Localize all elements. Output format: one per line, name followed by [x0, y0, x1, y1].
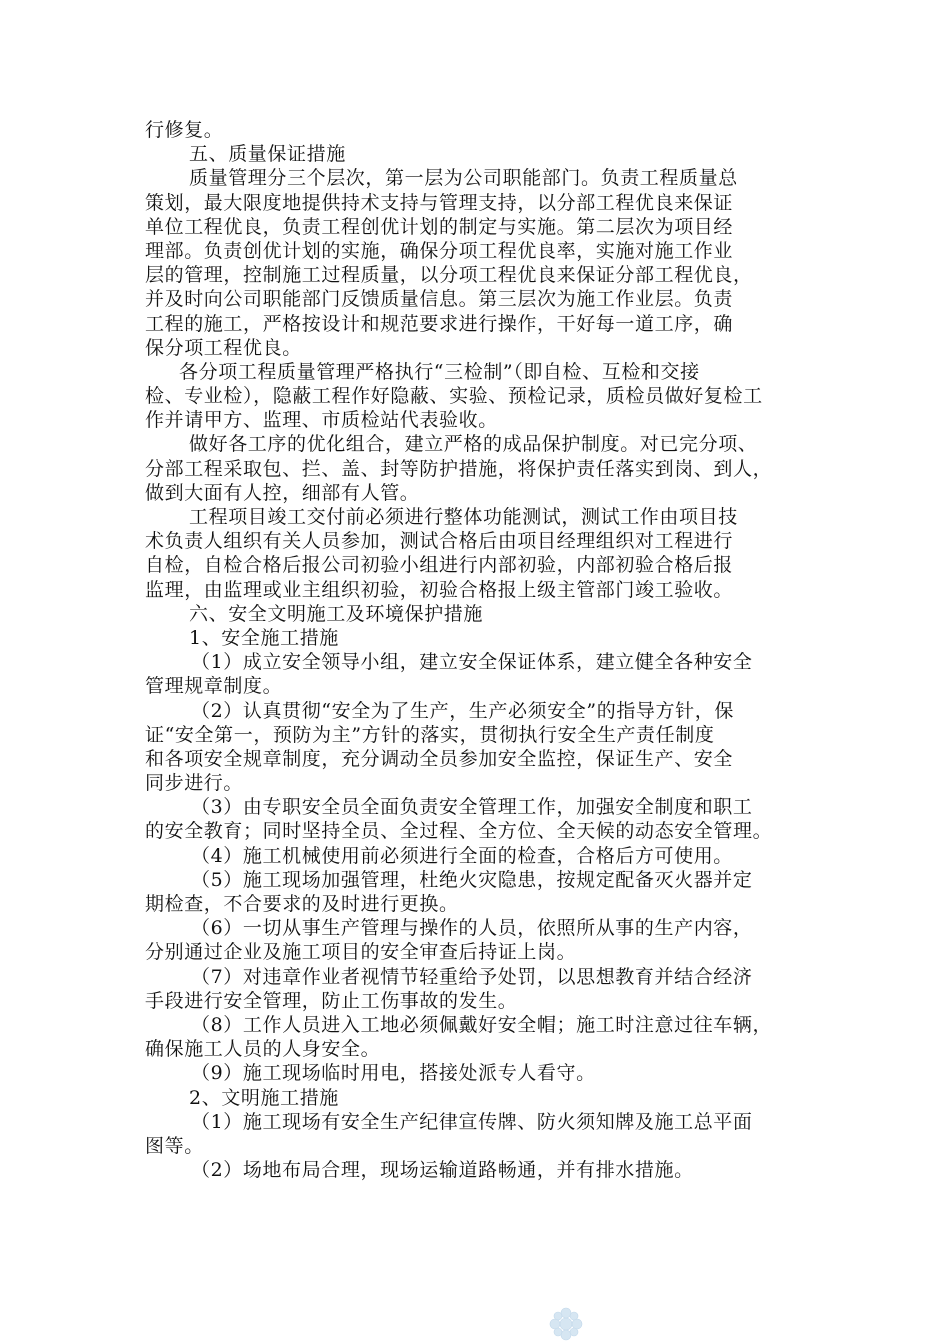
list-item: （3）由专职安全员全面负责安全管理工作，加强安全制度和职工: [191, 796, 753, 819]
text-line: 监理，由监理或业主组织初验，初验合格报上级主管部门竣工验收。: [145, 578, 734, 601]
list-item: （2）认真贯彻“安全为了生产，生产必须安全”的指导方针，保: [191, 699, 734, 722]
text-line: 理部。负责创优计划的实施，确保分项工程优良率，实施对施工作业: [145, 239, 734, 262]
text-line: 单位工程优良，负责工程创优计划的制定与实施。第二层次为项目经: [145, 215, 734, 238]
list-item: （7）对违章作业者视情节轻重给予处罚，以思想教育并结合经济: [191, 965, 753, 988]
document-page: [145, 118, 810, 1182]
text-line: 手段进行安全管理，防止工伤事故的发生。: [145, 989, 518, 1012]
text-line: 和各项安全规章制度，充分调动全员参加安全监控，保证生产、安全: [145, 747, 734, 770]
text-line: 工程项目竣工交付前必须进行整体功能测试，测试工作由项目技: [189, 506, 738, 528]
list-item: （9）施工现场临时用电，搭接处派专人看守。: [191, 1062, 596, 1085]
text-line: 工程的施工，严格按设计和规范要求进行操作，干好每一道工序，确: [145, 312, 734, 335]
text-line: 同步进行。: [145, 772, 244, 795]
list-item: （2）场地布局合理，现场运输道路畅通，并有排水措施。: [191, 1159, 694, 1182]
text-line: 保分项工程优良。: [145, 336, 302, 359]
section-heading-safety: 六、安全文明施工及环境保护措施: [189, 602, 484, 625]
text-line: 质量管理分三个层次，第一层为公司职能部门。负责工程质量总: [189, 167, 738, 190]
text-line: 的安全教育；同时坚持全员、全过程、全方位、全天候的动态安全管理。: [145, 820, 773, 843]
text-line: 管理规章制度。: [145, 675, 283, 698]
subsection-heading-safety: 1、安全施工措施: [189, 626, 339, 649]
subsection-heading-civilized: 2、文明施工措施: [189, 1086, 339, 1109]
snowflake-watermark-icon: [548, 1306, 584, 1342]
text-line: 分别通过企业及施工项目的安全审查后持证上岗。: [145, 941, 577, 964]
text-line: 做好各工序的优化组合，建立严格的成品保护制度。对已完分项、: [189, 433, 758, 456]
text-line: 确保施工人员的人身安全。: [145, 1038, 381, 1061]
text-line: 层的管理，控制施工过程质量，以分项工程优良来保证分部工程优良，: [145, 264, 753, 287]
list-item: （5）施工现场加强管理，杜绝火灾隐患，按规定配备灭火器并定: [191, 868, 753, 891]
text-line: 做到大面有人控，细部有人管。: [145, 481, 420, 504]
text-line: 各分项工程质量管理严格执行“三检制”（即自检、互检和交接: [179, 360, 700, 383]
section-heading-quality: 五、质量保证措施: [189, 143, 346, 166]
list-item: （6）一切从事生产管理与操作的人员，依照所从事的生产内容，: [191, 917, 753, 940]
text-line: 分部工程采取包、拦、盖、封等防护措施，将保护责任落实到岗、到人，: [145, 457, 773, 480]
list-item: （1）施工现场有安全生产纪律宣传牌、防火须知牌及施工总平面: [191, 1110, 753, 1133]
text-line: 证“安全第一，预防为主”方针的落实，贯彻执行安全生产责任制度: [145, 723, 715, 746]
text-line: 行修复。: [145, 119, 224, 141]
text-line: 并及时向公司职能部门反馈质量信息。第三层次为施工作业层。负责: [145, 288, 734, 311]
text-line: 术负责人组织有关人员参加，测试合格后由项目经理组织对工程进行: [145, 530, 734, 553]
list-item: （4）施工机械使用前必须进行全面的检查，合格后方可使用。: [191, 844, 733, 867]
list-item: （8）工作人员进入工地必须佩戴好安全帽；施工时注意过往车辆，: [191, 1013, 773, 1036]
text-line: 作并请甲方、监理、市质检站代表验收。: [145, 409, 498, 432]
text-line: 自检，自检合格后报公司初验小组进行内部初验，内部初验合格后报: [145, 554, 734, 577]
text-line: 检、专业检），隐蔽工程作好隐蔽、实验、预检记录，质检员做好复检工: [145, 385, 763, 408]
text-line: 图等。: [145, 1134, 204, 1157]
text-line: 策划，最大限度地提供持术支持与管理支持，以分部工程优良来保证: [145, 191, 734, 214]
text-line: 期检查，不合要求的及时进行更换。: [145, 893, 459, 915]
list-item: （1）成立安全领导小组，建立安全保证体系，建立健全各种安全: [191, 651, 753, 674]
